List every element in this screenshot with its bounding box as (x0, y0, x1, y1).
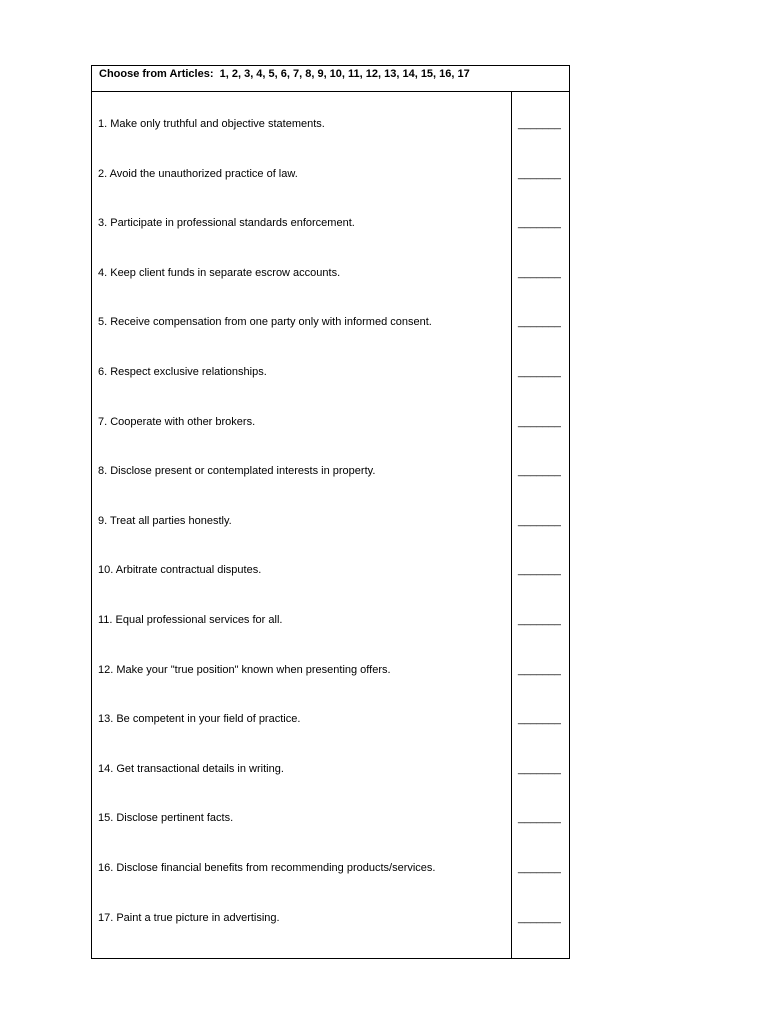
answer-blank[interactable]: _______ (518, 713, 561, 726)
list-item (92, 365, 569, 385)
item-statement: 17. Paint a true picture in advertising. (98, 911, 280, 924)
list-item (92, 811, 569, 831)
answer-blank[interactable]: _______ (518, 167, 561, 180)
answer-blank[interactable]: _______ (518, 514, 561, 527)
item-statement: 11. Equal professional services for all. (98, 614, 283, 626)
answer-blank[interactable]: _______ (518, 415, 561, 428)
answer-blank[interactable]: _______ (518, 812, 561, 825)
item-statement: 2. Avoid the unauthorized practice of law. (98, 167, 298, 180)
list-item (92, 315, 569, 335)
item-statement: 13. Be competent in your field of practice. (98, 713, 301, 726)
list-item (92, 663, 569, 683)
header-text: Choose from Articles: 1, 2, 3, 4, 5, 6, 7, 8, 9, 10, 11, 12, 13, 14, 15, 16, 17 (99, 68, 470, 80)
articles-worksheet-table (91, 65, 570, 959)
answer-blank[interactable]: _______ (518, 465, 561, 478)
item-statement: 6. Respect exclusive relationships. (98, 366, 267, 378)
answer-blank[interactable]: _______ (518, 564, 561, 577)
answer-blank[interactable]: _______ (518, 862, 561, 874)
answer-blank[interactable]: _______ (518, 217, 561, 230)
item-statement: 15. Disclose pertinent facts. (98, 812, 234, 825)
item-statement: 12. Make your "true position" known when presenting offers. (98, 663, 391, 676)
item-statement: 10. Arbitrate contractual disputes. (98, 564, 262, 577)
answer-blank[interactable]: _______ (518, 366, 561, 378)
item-statement: 9. Treat all parties honestly. (98, 514, 232, 527)
list-item (92, 514, 569, 534)
list-item (92, 712, 569, 732)
answer-blank[interactable]: _______ (518, 266, 561, 279)
list-item (92, 911, 569, 931)
list-item (92, 266, 569, 286)
list-item (92, 216, 569, 236)
item-statement: 5. Receive compensation from one party only with informed consent. (98, 316, 432, 329)
list-item (92, 117, 569, 137)
table-header (92, 66, 569, 92)
item-statement: 16. Disclose financial benefits from recommending products/services. (98, 862, 436, 874)
list-item (92, 613, 569, 633)
item-statement: 8. Disclose present or contemplated interests in property. (98, 465, 376, 478)
answer-blank[interactable]: _______ (518, 762, 561, 775)
answer-blank[interactable]: _______ (518, 316, 561, 329)
list-item (92, 464, 569, 484)
item-statement: 1. Make only truthful and objective statements. (98, 118, 325, 130)
answer-blank[interactable]: _______ (518, 663, 561, 676)
item-statement: 4. Keep client funds in separate escrow accounts. (98, 266, 341, 279)
item-statement: 14. Get transactional details in writing. (98, 762, 284, 775)
item-statement: 3. Participate in professional standards enforcement. (98, 217, 355, 230)
list-item (92, 415, 569, 435)
list-item (92, 563, 569, 583)
answer-blank[interactable]: _______ (518, 614, 561, 626)
list-item (92, 861, 569, 881)
list-item (92, 167, 569, 187)
answer-blank[interactable]: _______ (518, 911, 561, 924)
item-statement: 7. Cooperate with other brokers. (98, 415, 256, 428)
list-item (92, 762, 569, 782)
answer-blank[interactable]: _______ (518, 118, 561, 130)
